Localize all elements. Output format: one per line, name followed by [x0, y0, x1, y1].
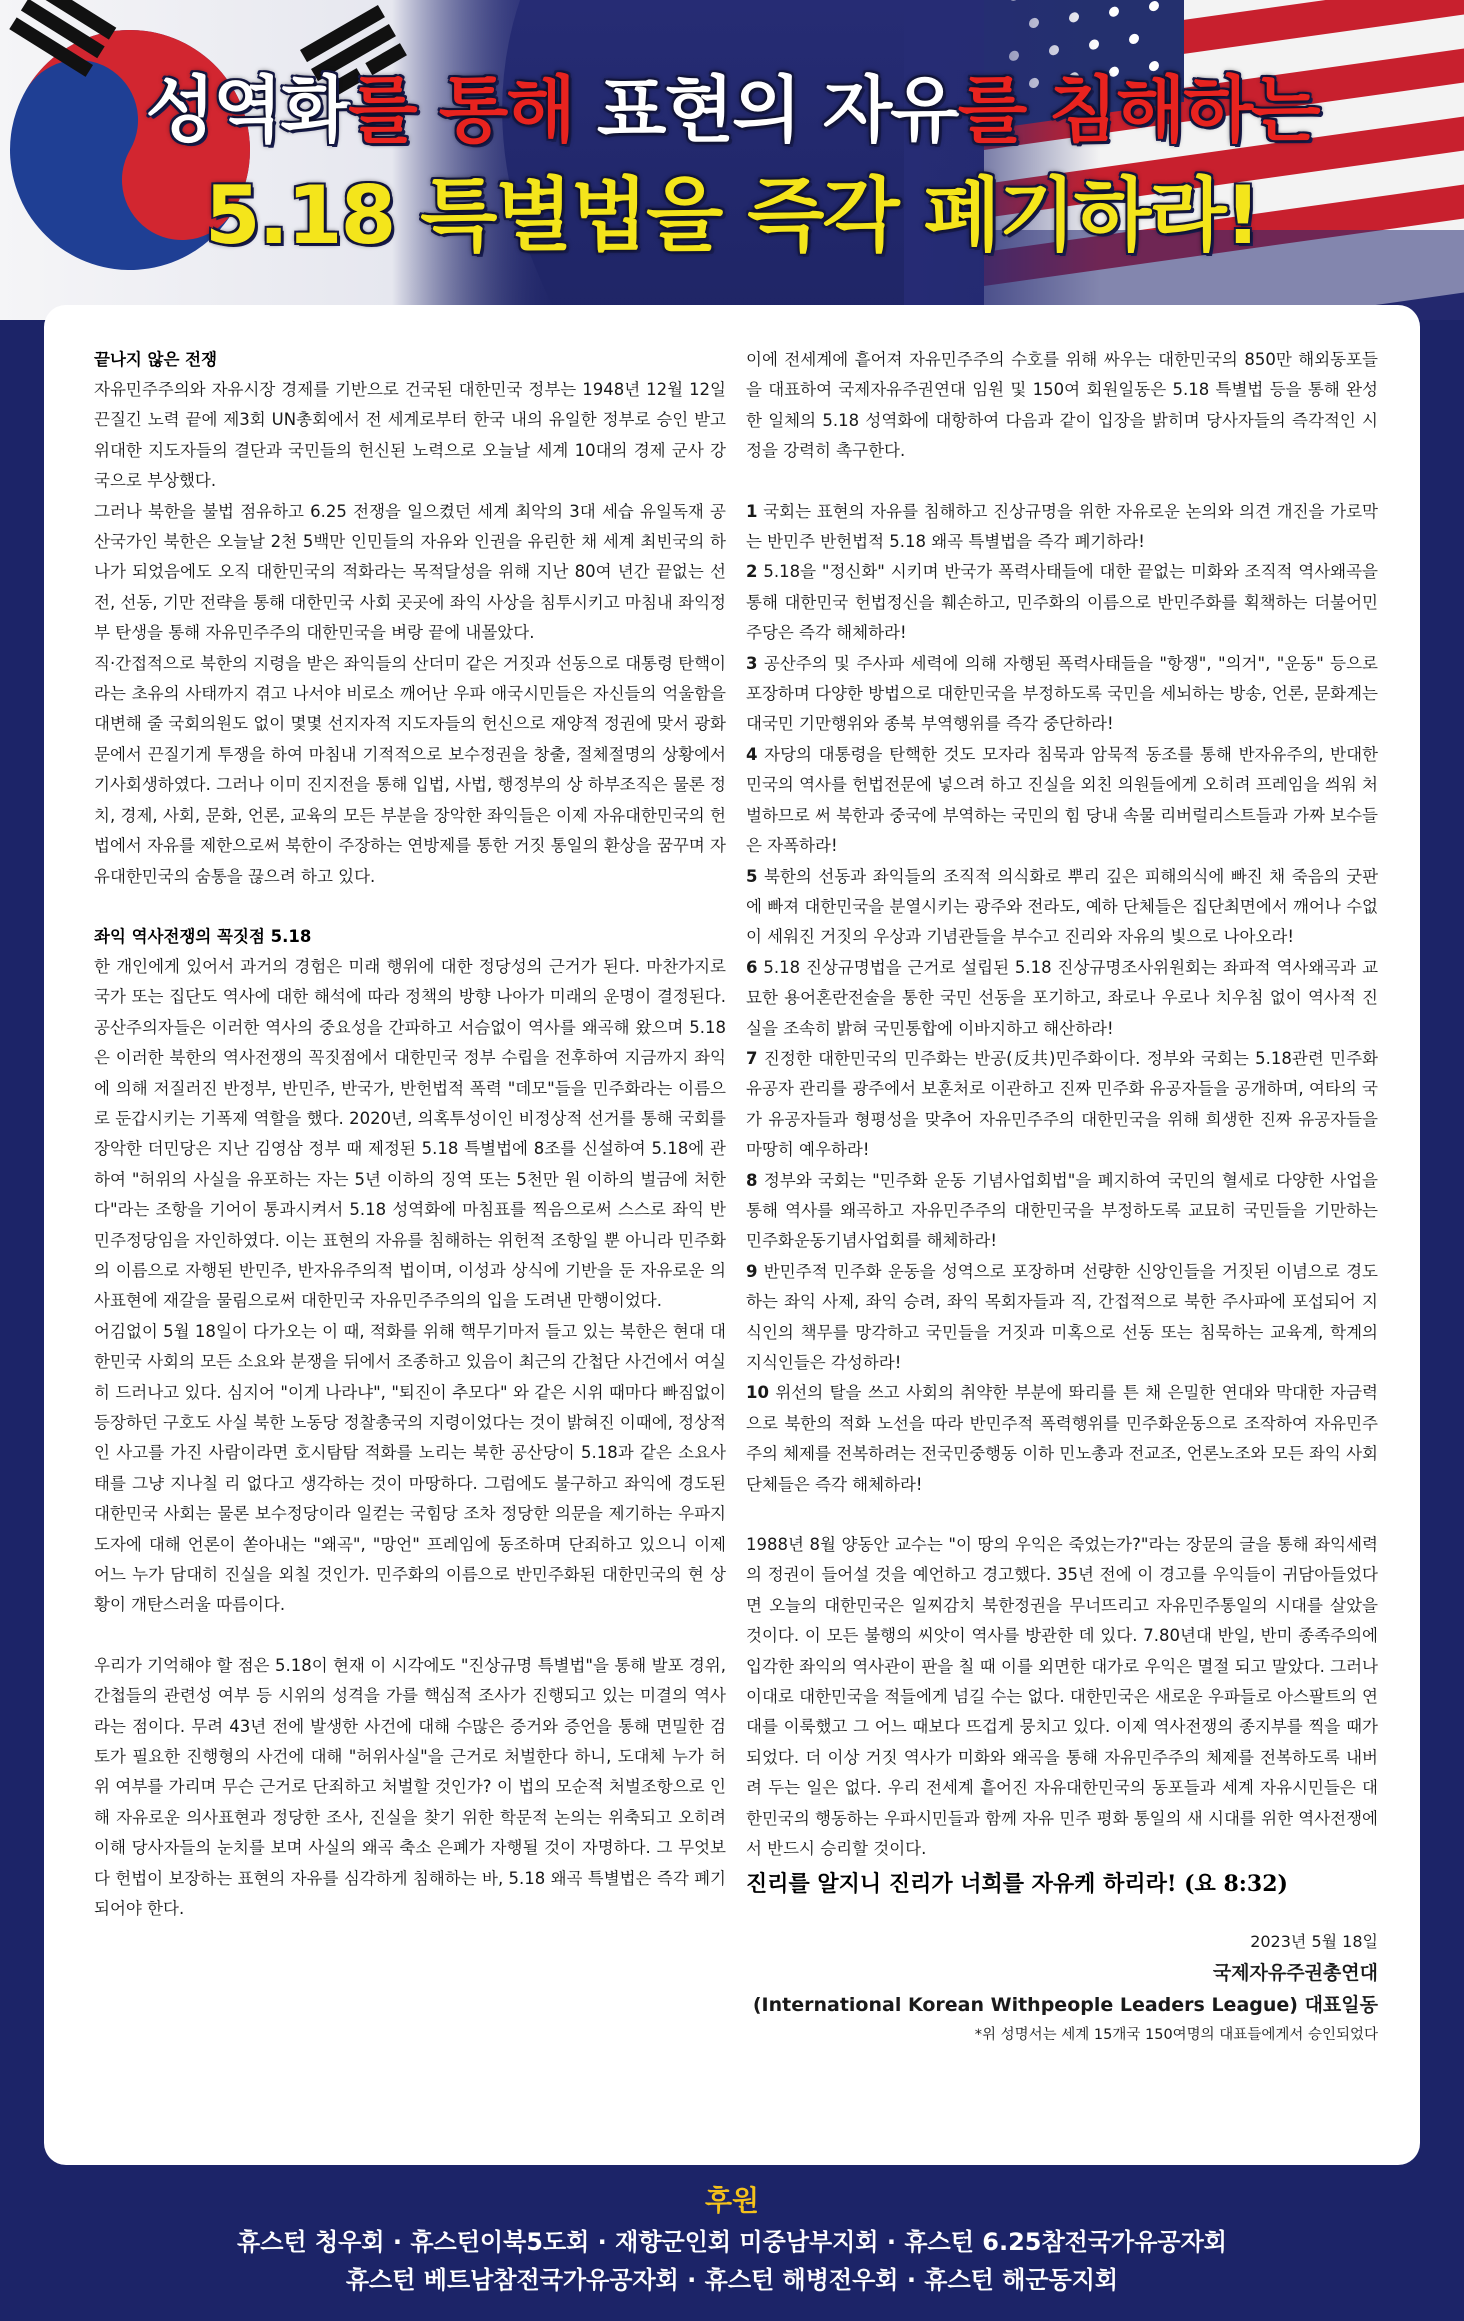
demand-item	[746, 1044, 1378, 1166]
demand-number: 10	[746, 1383, 769, 1403]
paragraph: 직·간접적으로 북한의 지령을 받은 좌익들의 산더미 같은 거짓과 선동으로 대통령 탄핵이라는 초유의 사태까지 겪고 나서야 비로소 깨어난 우파 애국시민들은 자신들의 억울함을 대변해 줄 국회의원도 없이 몇몇 선지자적 지도자들의 헌신으로 재양적 정권에 맞서 광화문에서 끈질기게 투쟁을 하여 마침내 기적적으로 보수정권을 창출, 절체절명의 상황에서 기사회생하였다. 그러나 이미 진지전을 통해 입법, 사법, 행정부의 상 하부조직은 물론 정치, 경제, 사회, 문화, 언론, 교육의 모든 부분을 장악한 좌익들은 이제 자유대한민국의 헌법에서 자유를 제한으로써 북한이 주장하는 연방제를 통한 거짓 통일의 환상을 꿈꾸며 자유대한민국의 숨통을 끊으려 하고 있다.	[94, 653, 726, 886]
paragraph: 어김없이 5월 18일이 다가오는 이 때, 적화를 위해 핵무기마저 들고 있는 북한은 현대 대한민국 사회의 모든 소요와 분쟁을 뒤에서 조종하고 있음이 최근의 간첩단 사건에서 여실히 드러나고 있다. 심지어 "이게 나라냐", "퇴진이 추모다" 와 같은 시위 때마다 빠짐없이 등장하던 구호도 사실 북한 노동당 정찰총국의 지령이었다는 것이 밝혀진 이때에, 정상적인 사고를 가진 사람이라면 호시탐탐 적화를 노리는 북한 공산당이 5.18과 같은 소요사태를 그냥 지나칠 리 없다고 생각하는 것이 마땅하다. 그럼에도 불구하고 좌익에 경도된 대한민국 사회는 물론 보수정당이라 일컫는 국힘당 조차 정당한 의문을 제기하는 우파지도자에 대해 언론이 쏟아내는 "왜곡", "망언" 프레임에 동조하며 단죄하고 있으니 이제 어느 누가 담대히 진실을 외칠 것인가. 민주화의 이름으로 반민주화된 대한민국의 현 상황이 개탄스러울 따름이다.	[94, 1321, 726, 1615]
section-endless-war	[94, 345, 726, 892]
demand-text: 5.18을 "정신화" 시키며 반국가 폭력사태들에 대한 끝없는 미화와 조직적 역사왜곡을 통해 대한민국 헌법정신을 훼손하고, 민주화의 이름으로 반민주화를 획책하는 더불어민주당은 즉각 해체하라!	[746, 562, 1378, 643]
sponsor-label: 후원	[704, 2184, 760, 2217]
demand-item	[746, 1257, 1378, 1379]
demand-number: 9	[746, 1261, 758, 1281]
header-banner	[0, 0, 1464, 320]
section-history-war	[94, 922, 726, 1621]
approval-note: *위 성명서는 세계 15개국 150여명의 대표들에게서 승인되었다	[974, 2026, 1378, 2043]
demand-item	[746, 497, 1378, 558]
demand-item	[746, 1378, 1378, 1500]
demand-text: 정부와 국회는 "민주화 운동 기념사업회법"을 폐지하여 국민의 혈세로 다양한 사업을 통해 역사를 왜곡하고 자유민주주의 대한민국을 부정하도록 교묘히 국민들을 기만하는 민주화운동기념사업회를 해체하라!	[746, 1170, 1378, 1251]
headline-line2: 5.18 특별법을 즉각 폐기하라!	[204, 169, 1260, 262]
demand-number: 4	[746, 744, 758, 764]
demand-item	[746, 557, 1378, 648]
section-title: 좌익 역사전쟁의 꼭짓점 5.18	[94, 926, 312, 946]
scripture-quote: 진리를 알지니 진리가 너희를 자유케 하리라! (요 8:32)	[746, 1870, 1288, 1897]
demand-number: 2	[746, 562, 758, 582]
demand-text: 위선의 탈을 쓰고 사회의 취약한 부분에 똬리를 튼 채 은밀한 연대와 막대한 자금력으로 북한의 적화 노선을 따라 반민주적 폭력행위를 민주화운동으로 조작하여 자유민주주의 체제를 전복하려는 전국민중행동 이하 민노총과 전교조, 언론노조와 모든 좌익 사회단체들은 즉각 해체하라!	[746, 1383, 1378, 1494]
sponsor-footer	[0, 2165, 1464, 2321]
organization-name: 국제자유주권총연대	[1212, 1961, 1378, 1984]
demand-item	[746, 862, 1378, 953]
paragraph: 자유민주주의와 자유시장 경제를 기반으로 건국된 대한민국 정부는 1948년 12월 12일 끈질긴 노력 끝에 제3회 UN총회에서 전 세계로부터 한국 내의 유일한 정부로 승인 받고 위대한 지도자들의 결단과 국민들의 헌신된 노력으로 오늘날 세계 10대의 경제 군사 강국으로 부상했다.	[94, 380, 726, 491]
headline-segment: 를 통해	[348, 68, 597, 152]
sponsor-list-line2: 휴스턴 베트남참전국가유공자회 · 휴스턴 해병전우회 · 휴스턴 해군동지회	[345, 2266, 1119, 2294]
headline-segment: 를	[957, 68, 1049, 152]
closing-paragraph: 1988년 8월 양동안 교수는 "이 땅의 우익은 죽었는가?"라는 장문의 글을 통해 좌익세력의 정권이 들어설 것을 예언하고 경고했다. 35년 전에 이 경고를 우익들이 귀담아들었다면 오늘의 대한민국은 일찌감치 북한정권을 무너뜨리고 자유민주통일의 시대를 살았을 것이다. 이 모든 불행의 씨앗이 역사를 방관한 데 있다. 7.80년대 반일, 반미 종족주의에 입각한 좌익의 역사관이 판을 칠 때 이를 외면한 대가로 우익은 멸절 되고 말았다. 그러나 이대로 대한민국을 적들에게 넘길 수는 없다. 대한민국은 새로운 우파들로 아스팔트의 연대를 이룩했고 그 어느 때보다 뜨겁게 뭉치고 있다. 이제 역사전쟁의 종지부를 찍을 때가 되었다. 더 이상 거짓 역사가 미화와 왜곡을 통해 자유민주주의 체제를 전복하도록 내버려 두는 일은 없다. 우리 전세계 흩어진 자유대한민국의 동포들과 세계 자유시민들은 대한민국의 행동하는 우파시민들과 함께 자유 민주 평화 통일의 새 시대를 위한 역사전쟁에서 반드시 승리할 것이다.	[746, 1535, 1378, 1859]
headline-segment: 침해하는	[1048, 68, 1319, 152]
demand-text: 자당의 대통령을 탄핵한 것도 모자라 침묵과 암묵적 동조를 통해 반자유주의, 반대한민국의 역사를 헌법전문에 넣으려 하고 진실을 외친 의원들에게 오히려 프레임을 씌워 처벌하므로 써 북한과 중국에 부역하는 국민의 힘 당내 속물 리버럴리스트들과 가짜 보수들은 자폭하라!	[746, 744, 1378, 856]
demands-list	[746, 497, 1378, 1500]
demand-number: 6	[746, 957, 758, 977]
intro-paragraph: 이에 전세계에 흩어져 자유민주주의 수호를 위해 싸우는 대한민국의 850만 해외동포들을 대표하여 국제자유주권연대 임원 및 150여 회원일동은 5.18 특별법 등을 통해 완성한 일체의 5.18 성역화에 대항하여 다음과 같이 입장을 밝히며 당사자들의 즉각적인 시정을 강력히 촉구한다.	[746, 350, 1378, 461]
section-conclusion	[94, 1651, 726, 1925]
demand-number: 5	[746, 866, 758, 886]
demand-number: 1	[746, 501, 758, 521]
signature-block	[746, 1927, 1378, 2049]
organization-english-name: (International Korean Withpeople Leaders League) 대표일동	[752, 1993, 1378, 2016]
paragraph: 우리가 기억해야 할 점은 5.18이 현재 이 시각에도 "진상규명 특별법"을 통해 발포 경위, 간첩들의 관련성 여부 등 시위의 성격을 가를 핵심적 조사가 진행되고 있는 미결의 역사라는 점이다. 무려 43년 전에 발생한 사건에 대해 수많은 증거와 증언을 통해 면밀한 검토가 필요한 진행형의 사건에 대해 "허위사실"을 근거로 처벌한다 하니, 도대체 누가 허위 여부를 가리며 무슨 근거로 단죄하고 처벌할 것인가? 이 법의 모순적 처벌조항으로 인해 자유로운 의사표현과 정당한 조사, 진실을 찾기 위한 학문적 논의는 위축되고 오히려 이해 당사자들의 눈치를 보며 사실의 왜곡 축소 은폐가 자행될 것이 자명하다. 그 무엇보다 헌법이 보장하는 표현의 자유를 심각하게 침해하는 바, 5.18 왜곡 특별법은 즉각 폐기되어야 한다.	[94, 1655, 726, 1919]
demand-item	[746, 1166, 1378, 1257]
sponsor-list-line1: 휴스턴 청우회 · 휴스턴이북5도회 · 재향군인회 미중남부지회 · 휴스턴 6.25참전국가유공자회	[237, 2228, 1227, 2256]
demand-text: 진정한 대한민국의 민주화는 반공(反共)민주화이다. 정부와 국회는 5.18관련 민주화 유공자 관리를 광주에서 보훈처로 이관하고 진짜 민주화 유공자들을 공개하며, 여타의 국가 유공자들과 형평성을 맞추어 자유민주주의 대한민국을 위해 희생한 진짜 유공자들을 마땅히 예우하라!	[746, 1048, 1378, 1160]
paragraph: 한 개인에게 있어서 과거의 경험은 미래 행위에 대한 정당성의 근거가 된다. 마찬가지로 국가 또는 집단도 역사에 대한 해석에 따라 정책의 방향 나아가 미래의 운명이 결정된다. 공산주의자들은 이러한 역사의 중요성을 간파하고 서슴없이 역사를 왜곡해 왔으며 5.18은 이러한 북한의 역사전쟁의 꼭짓점에서 대한민국 정부 수립을 전후하여 지금까지 좌익에 의해 저질러진 반정부, 반민주, 반국가, 반헌법적 폭력 "데모"들을 민주화라는 이름으로 둔갑시키는 기폭제 역할을 했다. 2020년, 의혹투성이인 비정상적 선거를 통해 국회를 장악한 더민당은 지난 김영삼 정부 때 제정된 5.18 특별법에 8조를 신설하여 5.18에 관하여 "허위의 사실을 유포하는 자는 5년 이하의 징역 또는 5천만 원 이하의 벌금에 처한다"라는 조항을 기어이 통과시켜서 5.18 성역화에 마침표를 찍음으로써 스스로 좌익 반민주정당임을 자인하였다. 이는 표현의 자유를 침해하는 위헌적 조항일 뿐 아니라 민주화의 이름으로 자행된 반민주, 반자유주의적 법이며, 이성과 상식에 기반을 둔 자유로운 의사표현에 재갈을 물림으로써 대한민국 자유민주주의의 입을 도려낸 만행이었다.	[94, 956, 726, 1311]
headline-line1	[0, 62, 1464, 158]
demand-text: 북한의 선동과 좌익들의 조직적 의식화로 뿌리 깊은 피해의식에 빠진 채 죽음의 굿판에 빠져 대한민국을 분열시키는 광주와 전라도, 예하 단체들은 집단최면에서 깨어나 수없이 세워진 거짓의 우상과 기념관들을 부수고 진리와 자유의 빛으로 나아오라!	[746, 866, 1379, 947]
demand-number: 8	[746, 1170, 758, 1190]
paragraph: 그러나 북한을 불법 점유하고 6.25 전쟁을 일으켰던 세계 최악의 3대 세습 유일독재 공산국가인 북한은 오늘날 2천 5백만 인민들의 자유와 인권을 유린한 채 세계 최빈국의 하나가 되었음에도 오직 대한민국의 적화라는 목적달성을 위해 지난 80여 년간 끝없는 선전, 선동, 기만 전략을 통해 대한민국 사회 곳곳에 좌익 사상을 침투시키고 마침내 좌익정부 탄생을 통해 자유민주주의 대한민국을 벼랑 끝에 내몰았다.	[94, 501, 726, 643]
demand-text: 공산주의 및 주사파 세력에 의해 자행된 폭력사태들을 "항쟁", "의거", "운동" 등으로 포장하며 다양한 방법으로 대한민국을 부정하도록 국민을 세뇌하는 방송, 언론, 문화계는 대국민 기만행위와 종북 부역행위를 즉각 중단하라!	[746, 653, 1378, 734]
demand-text: 반민주적 민주화 운동을 성역으로 포장하며 선량한 신앙인들을 거짓된 이념으로 경도하는 좌익 사제, 좌익 승려, 좌익 목회자들과 직, 간접적으로 북한 주사파에 포섭되어 지식인의 책무를 망각하고 국민들을 거짓과 미혹으로 선동 또는 침묵하는 교육계, 학계의 지식인들은 각성하라!	[746, 1261, 1378, 1372]
demand-number: 7	[746, 1048, 758, 1068]
statement-card	[44, 305, 1420, 2165]
headline-segment: 표현의 자유	[596, 68, 958, 152]
demand-number: 3	[746, 653, 758, 673]
demand-item	[746, 953, 1378, 1044]
headline	[0, 62, 1464, 268]
headline-segment: 성역화	[145, 68, 349, 152]
demand-text: 국회는 표현의 자유를 침해하고 진상규명을 위한 자유로운 논의와 의견 개진을 가로막는 반민주 반헌법적 5.18 왜곡 특별법을 즉각 폐기하라!	[746, 501, 1378, 552]
demand-item	[746, 649, 1378, 740]
left-column	[94, 345, 726, 2135]
demand-text: 5.18 진상규명법을 근거로 설립된 5.18 진상규명조사위원회는 좌파적 역사왜곡과 교묘한 용어혼란전술을 통한 국민 선동을 포기하고, 좌로나 우로나 치우침 없이 역사적 진실을 조속히 밝혀 국민통합에 이바지하고 해산하라!	[746, 957, 1379, 1038]
right-column	[746, 345, 1378, 2135]
demand-item	[746, 740, 1378, 862]
section-title: 끝나지 않은 전쟁	[94, 350, 218, 369]
statement-date: 2023년 5월 18일	[1250, 1931, 1378, 1951]
